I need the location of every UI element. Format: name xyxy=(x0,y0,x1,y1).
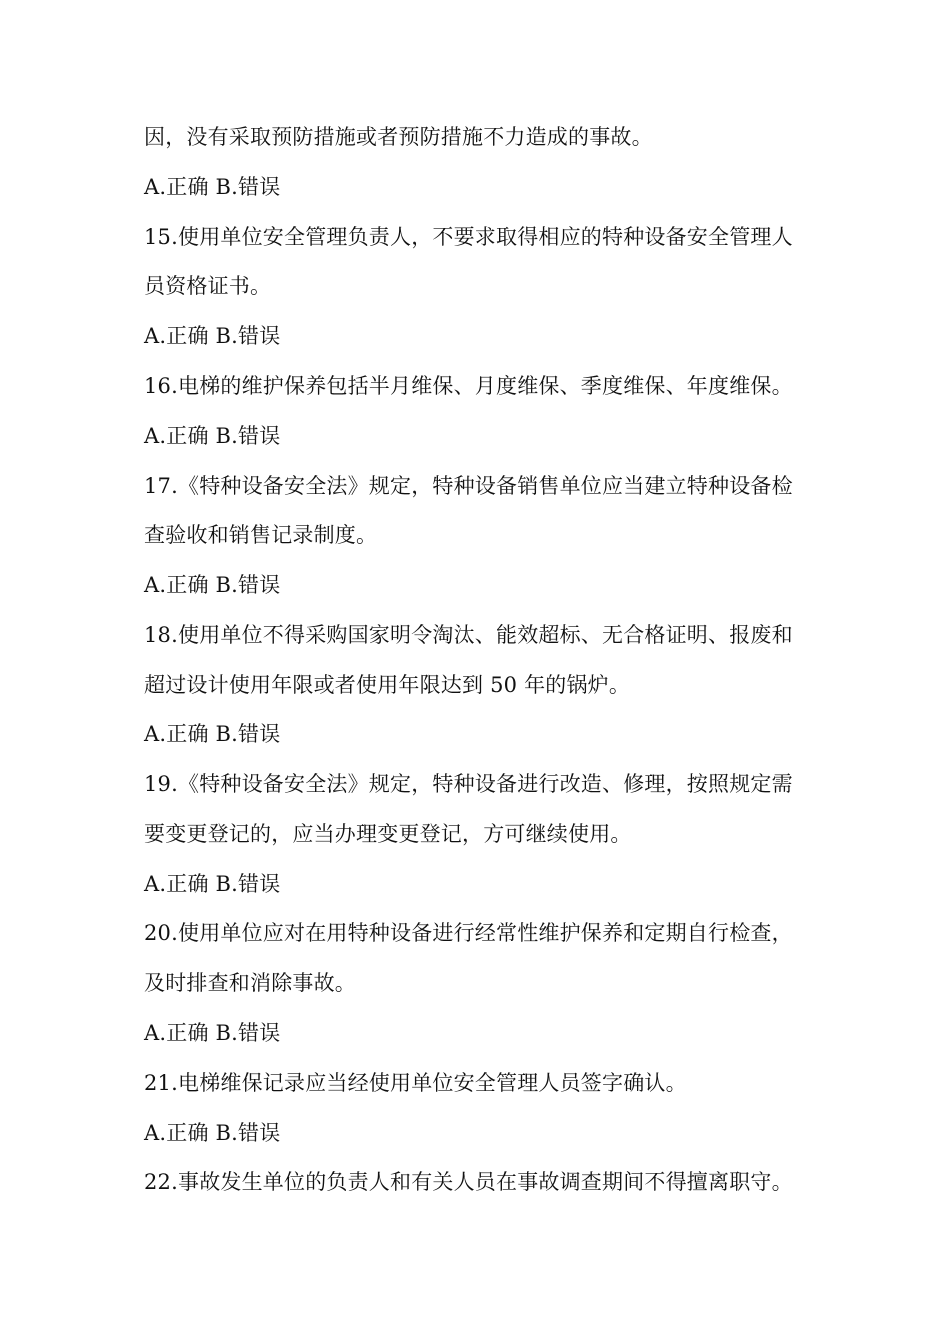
question-19-text-continued: 要变更登记的，应当办理变更登记，方可继续使用。 xyxy=(144,822,632,846)
question-14-text-continued: 因，没有采取预防措施或者预防措施不力造成的事故。 xyxy=(144,125,653,149)
question-21-text: 21.电梯维保记录应当经使用单位安全管理人员签字确认。 xyxy=(144,1071,687,1095)
question-15-text: 15.使用单位安全管理负责人，不要求取得相应的特种设备安全管理人 xyxy=(144,225,793,249)
question-20-text: 20.使用单位应对在用特种设备进行经常性维护保养和定期自行检查， xyxy=(144,921,793,945)
question-22-text: 22.事故发生单位的负责人和有关人员在事故调查期间不得擅离职守。 xyxy=(144,1170,793,1194)
question-17-text-continued: 查验收和销售记录制度。 xyxy=(144,523,378,547)
question-15-options: A.正确 B.错误 xyxy=(144,324,281,348)
question-18-text-continued: 超过设计使用年限或者使用年限达到 50 年的锅炉。 xyxy=(144,673,631,697)
question-16-text: 16.电梯的维护保养包括半月维保、月度维保、季度维保、年度维保。 xyxy=(144,374,793,398)
question-21-options: A.正确 B.错误 xyxy=(144,1121,281,1145)
question-17-text: 17.《特种设备安全法》规定，特种设备销售单位应当建立特种设备检 xyxy=(144,474,793,498)
question-14-options: A.正确 B.错误 xyxy=(144,175,281,199)
question-17-options: A.正确 B.错误 xyxy=(144,573,281,597)
question-15-text-continued: 员资格证书。 xyxy=(144,274,272,298)
question-19-text: 19.《特种设备安全法》规定，特种设备进行改造、修理，按照规定需 xyxy=(144,772,793,796)
question-18-text: 18.使用单位不得采购国家明令淘汰、能效超标、无合格证明、报废和 xyxy=(144,623,793,647)
question-20-text-continued: 及时排查和消除事故。 xyxy=(144,971,356,995)
question-20-options: A.正确 B.错误 xyxy=(144,1021,281,1045)
question-16-options: A.正确 B.错误 xyxy=(144,424,281,448)
question-18-options: A.正确 B.错误 xyxy=(144,722,281,746)
question-19-options: A.正确 B.错误 xyxy=(144,872,281,896)
